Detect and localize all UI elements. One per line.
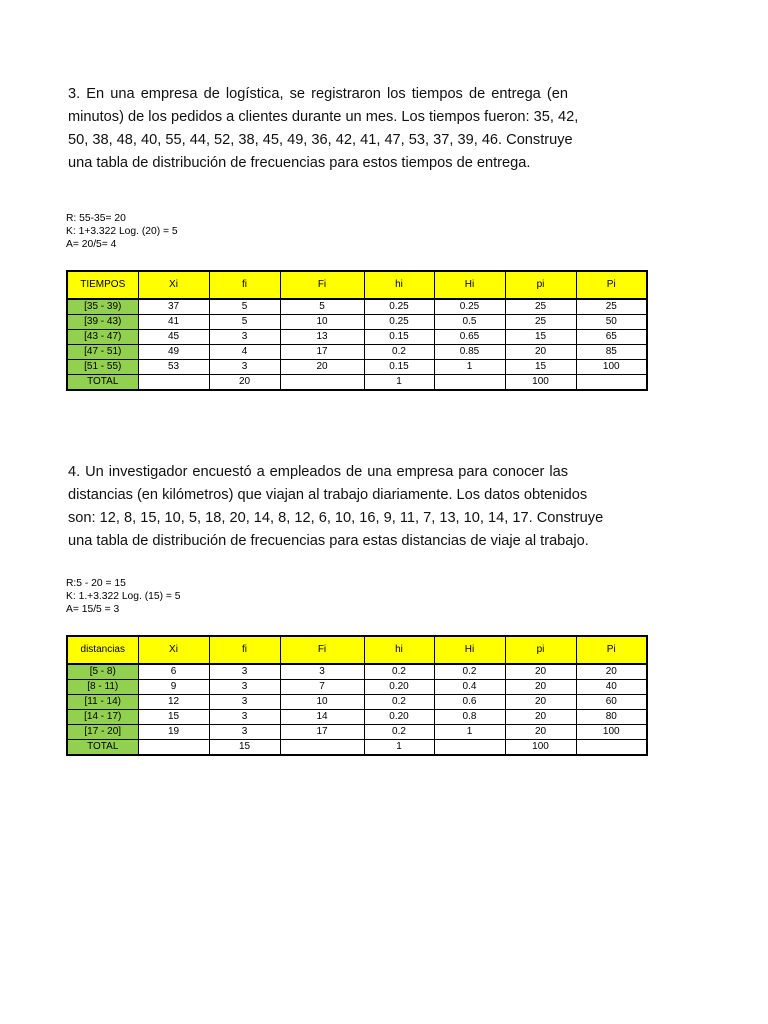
table-cell: 0.2 [434, 664, 505, 680]
table-cell: 5 [209, 299, 280, 315]
table-cell: 15 [505, 330, 576, 345]
table-header-row [67, 271, 647, 299]
table-row [67, 315, 647, 330]
table-cell: 20 [576, 664, 647, 680]
table-row [67, 664, 647, 680]
total-row [67, 740, 647, 756]
table-cell: 3 [209, 680, 280, 695]
total-cell: 1 [364, 740, 434, 756]
problem-4-line: una tabla de distribución de frecuencias para estas distancias de viaje al trabajo. [68, 533, 589, 549]
table-cell: 0.25 [364, 299, 434, 315]
table-cell: 20 [505, 710, 576, 725]
frequency-table-tiempos [66, 270, 648, 391]
table-cell: 3 [209, 710, 280, 725]
table-cell: 3 [209, 725, 280, 740]
table-cell: 17 [280, 725, 364, 740]
table-cell: 6 [138, 664, 209, 680]
table-cell: 100 [576, 360, 647, 375]
table-cell: 17 [280, 345, 364, 360]
table-cell: 12 [138, 695, 209, 710]
class-interval-cell: [43 - 47) [67, 330, 138, 345]
frequency-table-distancias [66, 635, 648, 756]
class-interval-cell: [35 - 39) [67, 299, 138, 315]
column-header: Hi [434, 271, 505, 299]
problem-4-calculations [66, 577, 181, 616]
table-cell: 25 [505, 299, 576, 315]
table-cell: 0.20 [364, 680, 434, 695]
table-cell: 15 [505, 360, 576, 375]
table-cell: 0.85 [434, 345, 505, 360]
problem-3-calculations [66, 212, 178, 251]
table-row [67, 710, 647, 725]
table-cell: 10 [280, 695, 364, 710]
total-cell [576, 375, 647, 391]
table-cell: 1 [434, 360, 505, 375]
column-header: Pi [576, 636, 647, 664]
problem-4-line: son: 12, 8, 15, 10, 5, 18, 20, 14, 8, 12, 6, 10, 16, 9, 11, 7, 13, 10, 14, 17. Construye [68, 510, 604, 526]
table-cell: 3 [280, 664, 364, 680]
column-header: Hi [434, 636, 505, 664]
table-cell: 53 [138, 360, 209, 375]
table-cell: 41 [138, 315, 209, 330]
column-header: TIEMPOS [67, 271, 138, 299]
total-cell [280, 375, 364, 391]
table-cell: 3 [209, 330, 280, 345]
table-cell: 40 [576, 680, 647, 695]
table-cell: 20 [505, 725, 576, 740]
table-cell: 20 [505, 695, 576, 710]
total-cell [138, 740, 209, 756]
table-cell: 0.2 [364, 725, 434, 740]
table-cell: 0.4 [434, 680, 505, 695]
table-cell: 3 [209, 664, 280, 680]
problem-3-line: 50, 38, 48, 40, 55, 44, 52, 38, 45, 49, 36, 42, 41, 47, 53, 37, 39, 46. Construye [68, 132, 573, 148]
problem-3-line: 3. En una empresa de logística, se registraron los tiempos de entrega (en [68, 86, 568, 102]
table-cell: 15 [138, 710, 209, 725]
total-cell [138, 375, 209, 391]
table-cell: 0.6 [434, 695, 505, 710]
column-header: fi [209, 271, 280, 299]
column-header: Pi [576, 271, 647, 299]
table-cell: 0.2 [364, 664, 434, 680]
table-cell: 14 [280, 710, 364, 725]
table-cell: 7 [280, 680, 364, 695]
table-cell: 0.15 [364, 330, 434, 345]
table-cell: 65 [576, 330, 647, 345]
total-cell [434, 740, 505, 756]
table-cell: 4 [209, 345, 280, 360]
class-interval-cell: [17 - 20] [67, 725, 138, 740]
problem-3-statement [68, 83, 579, 175]
table-cell: 45 [138, 330, 209, 345]
table-cell: 85 [576, 345, 647, 360]
table-cell: 0.15 [364, 360, 434, 375]
total-label: TOTAL [67, 375, 138, 391]
table-cell: 1 [434, 725, 505, 740]
total-cell: 15 [209, 740, 280, 756]
total-cell: 100 [505, 740, 576, 756]
table-cell: 3 [209, 360, 280, 375]
table-cell: 10 [280, 315, 364, 330]
table-cell: 37 [138, 299, 209, 315]
table-cell: 19 [138, 725, 209, 740]
total-row [67, 375, 647, 391]
table-cell: 0.2 [364, 695, 434, 710]
problem-4-line: 4. Un investigador encuestó a empleados de una empresa para conocer las [68, 464, 568, 480]
table-row [67, 345, 647, 360]
amplitude-calc: A= 20/5= 4 [66, 239, 117, 250]
table-cell: 0.20 [364, 710, 434, 725]
total-cell: 20 [209, 375, 280, 391]
table-row [67, 330, 647, 345]
column-header: fi [209, 636, 280, 664]
range-calc: R:5 - 20 = 15 [66, 578, 126, 589]
column-header: pi [505, 271, 576, 299]
table-cell: 13 [280, 330, 364, 345]
class-interval-cell: [51 - 55) [67, 360, 138, 375]
problem-3-line: minutos) de los pedidos a clientes durante un mes. Los tiempos fueron: 35, 42, [68, 109, 579, 125]
class-interval-cell: [8 - 11) [67, 680, 138, 695]
table-cell: 60 [576, 695, 647, 710]
class-interval-cell: [5 - 8) [67, 664, 138, 680]
table-cell: 100 [576, 725, 647, 740]
class-interval-cell: [14 - 17) [67, 710, 138, 725]
total-cell [576, 740, 647, 756]
table-cell: 0.65 [434, 330, 505, 345]
classes-calc: K: 1.+3.322 Log. (15) = 5 [66, 591, 181, 602]
range-calc: R: 55-35= 20 [66, 213, 126, 224]
column-header: Fi [280, 636, 364, 664]
total-cell: 1 [364, 375, 434, 391]
table-cell: 0.8 [434, 710, 505, 725]
column-header: Xi [138, 636, 209, 664]
column-header: hi [364, 636, 434, 664]
table-header-row [67, 636, 647, 664]
column-header: Fi [280, 271, 364, 299]
table-cell: 0.25 [434, 299, 505, 315]
table-cell: 9 [138, 680, 209, 695]
problem-3-line: una tabla de distribución de frecuencias para estos tiempos de entrega. [68, 155, 531, 171]
table-row [67, 725, 647, 740]
column-header: distancias [67, 636, 138, 664]
class-interval-cell: [11 - 14) [67, 695, 138, 710]
column-header: Xi [138, 271, 209, 299]
table-cell: 20 [505, 680, 576, 695]
table-cell: 0.5 [434, 315, 505, 330]
total-cell: 100 [505, 375, 576, 391]
table-cell: 5 [209, 315, 280, 330]
class-interval-cell: [39 - 43) [67, 315, 138, 330]
table-cell: 0.2 [364, 345, 434, 360]
amplitude-calc: A= 15/5 = 3 [66, 604, 120, 615]
table-cell: 50 [576, 315, 647, 330]
table-row [67, 695, 647, 710]
table-row [67, 680, 647, 695]
table-cell: 20 [505, 664, 576, 680]
problem-4-line: distancias (en kilómetros) que viajan al trabajo diariamente. Los datos obtenidos [68, 487, 588, 503]
table-cell: 20 [505, 345, 576, 360]
column-header: pi [505, 636, 576, 664]
total-label: TOTAL [67, 740, 138, 756]
table-cell: 20 [280, 360, 364, 375]
table-cell: 80 [576, 710, 647, 725]
problem-4-statement [68, 461, 604, 553]
table-cell: 3 [209, 695, 280, 710]
total-cell [280, 740, 364, 756]
column-header: hi [364, 271, 434, 299]
table-cell: 25 [505, 315, 576, 330]
class-interval-cell: [47 - 51) [67, 345, 138, 360]
table-cell: 49 [138, 345, 209, 360]
table-cell: 25 [576, 299, 647, 315]
classes-calc: K: 1+3.322 Log. (20) = 5 [66, 226, 178, 237]
total-cell [434, 375, 505, 391]
table-cell: 5 [280, 299, 364, 315]
table-row [67, 299, 647, 315]
table-row [67, 360, 647, 375]
table-cell: 0.25 [364, 315, 434, 330]
